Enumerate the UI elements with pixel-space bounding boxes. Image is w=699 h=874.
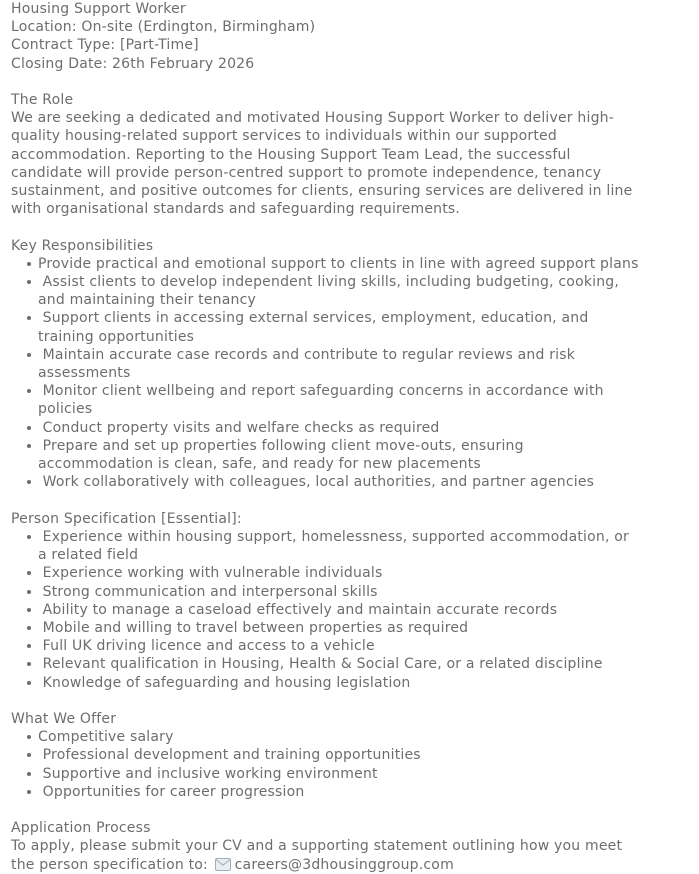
bullet-item (11, 382, 691, 418)
paragraph-line: candidate will provide person-centred support to promote independence, tenancy (11, 164, 602, 181)
bullet-line: Support clients in accessing external services, employment, education, and (38, 310, 589, 327)
bullet-line: training opportunities (38, 328, 195, 345)
paragraph-line: We are seeking a dedicated and motivated Housing Support Worker to deliver high- (11, 110, 614, 127)
bullet-item (11, 346, 691, 382)
bullet-dot-icon (27, 480, 31, 484)
bullet-dot-icon (27, 626, 31, 630)
bullet-item (11, 746, 691, 764)
bullet-line: Maintain accurate case records and contribute to regular reviews and risk (38, 346, 576, 363)
bullet-line: Provide practical and emotional support to clients in line with agreed support plans (38, 255, 639, 272)
bullet-dot-icon (27, 353, 31, 357)
bullet-dot-icon (27, 262, 31, 266)
bullet-line: Conduct property visits and welfare checks as required (38, 419, 440, 436)
bullet-line: a related field (38, 547, 139, 564)
bullet-item (11, 674, 691, 692)
section-heading-key-responsibilities: Key Responsibilities (11, 237, 154, 254)
bullet-item (11, 783, 691, 801)
bullet-dot-icon (27, 444, 31, 448)
bullet-item (11, 419, 691, 437)
email-address: careers@3dhousinggroup.com (234, 856, 454, 873)
section-heading-what-we-offer: What We Offer (11, 710, 117, 727)
bullet-line: assessments (38, 365, 131, 382)
bullet-dot-icon (27, 753, 31, 757)
blank-line (11, 692, 691, 710)
bullet-line: Experience within housing support, homelessness, supported accommodation, or (38, 528, 629, 545)
bullet-line: Full UK driving licence and access to a vehicle (38, 638, 375, 655)
section-heading-application-process: Application Process (11, 820, 151, 837)
blank-line (11, 218, 691, 236)
bullet-item (11, 437, 691, 473)
bullet-dot-icon (27, 681, 31, 685)
bullet-line: and maintaining their tenancy (38, 292, 256, 309)
bullet-item (11, 473, 691, 491)
bullet-line: Ability to manage a caseload effectively and maintain accurate records (38, 601, 558, 618)
bullet-dot-icon (27, 571, 31, 575)
bullet-item (11, 601, 691, 619)
bullet-dot-icon (27, 790, 31, 794)
bullet-dot-icon (27, 389, 31, 393)
paragraph-line: To apply, please submit your CV and a supporting statement outlining how you meet (11, 838, 623, 855)
bullet-line: Opportunities for career progression (38, 783, 305, 800)
bullet-item (11, 728, 691, 746)
bullet-dot-icon (27, 644, 31, 648)
bullet-item (11, 273, 691, 309)
bullet-dot-icon (27, 316, 31, 320)
email-prefix-text: the person specification to: (11, 856, 213, 873)
bullet-line: Knowledge of safeguarding and housing legislation (38, 674, 411, 691)
blank-line (11, 73, 691, 91)
bullet-line: policies (38, 401, 93, 418)
bullet-item (11, 564, 691, 582)
bullet-dot-icon (27, 535, 31, 539)
bullet-line: Assist clients to develop independent living skills, including budgeting, cooking, (38, 274, 620, 291)
bullet-line: Work collaboratively with colleagues, local authorities, and partner agencies (38, 474, 595, 491)
bullet-line: Relevant qualification in Housing, Health & Social Care, or a related discipline (38, 656, 603, 673)
blank-line (11, 801, 691, 819)
blank-line (11, 491, 691, 509)
bullet-dot-icon (27, 280, 31, 284)
paragraph-line: accommodation. Reporting to the Housing Support Team Lead, the successful (11, 146, 571, 163)
bullet-line: Experience working with vulnerable individuals (38, 565, 383, 582)
bullet-item (11, 528, 691, 564)
bullet-dot-icon (27, 735, 31, 739)
bullet-item (11, 637, 691, 655)
email-envelope-icon (215, 858, 231, 871)
bullet-item (11, 619, 691, 637)
paragraph-line: sustainment, and positive outcomes for clients, ensuring services are delivered in line (11, 183, 633, 200)
job-contract-type: Contract Type: [Part-Time] (11, 37, 199, 54)
bullet-item (11, 655, 691, 673)
bullet-dot-icon (27, 590, 31, 594)
job-location: Location: On-site (Erdington, Birmingham) (11, 19, 316, 36)
application-email-line (11, 856, 691, 874)
paragraph-line: with organisational standards and safeguarding requirements. (11, 201, 461, 218)
bullet-item (11, 309, 691, 345)
bullet-line: Competitive salary (38, 729, 174, 746)
bullet-item (11, 255, 691, 273)
bullet-line: Prepare and set up properties following client move-outs, ensuring (38, 437, 524, 454)
paragraph-line: quality housing-related support services to individuals within our supported (11, 128, 557, 145)
job-closing-date: Closing Date: 26th February 2026 (11, 55, 255, 72)
bullet-dot-icon (27, 662, 31, 666)
section-heading-person-specification: Person Specification [Essential]: (11, 510, 242, 527)
bullet-item (11, 765, 691, 783)
bullet-line: Mobile and willing to travel between properties as required (38, 619, 469, 636)
bullet-dot-icon (27, 608, 31, 612)
bullet-line: Monitor client wellbeing and report safeguarding concerns in accordance with (38, 383, 604, 400)
bullet-line: Strong communication and interpersonal skills (38, 583, 378, 600)
bullet-line: Supportive and inclusive working environment (38, 765, 378, 782)
bullet-dot-icon (27, 772, 31, 776)
section-heading-the-role: The Role (11, 92, 74, 109)
bullet-dot-icon (27, 426, 31, 430)
bullet-item (11, 583, 691, 601)
bullet-line: accommodation is clean, safe, and ready for new placements (38, 456, 481, 473)
bullet-line: Professional development and training opportunities (38, 747, 421, 764)
job-title: Housing Support Worker (11, 1, 186, 17)
